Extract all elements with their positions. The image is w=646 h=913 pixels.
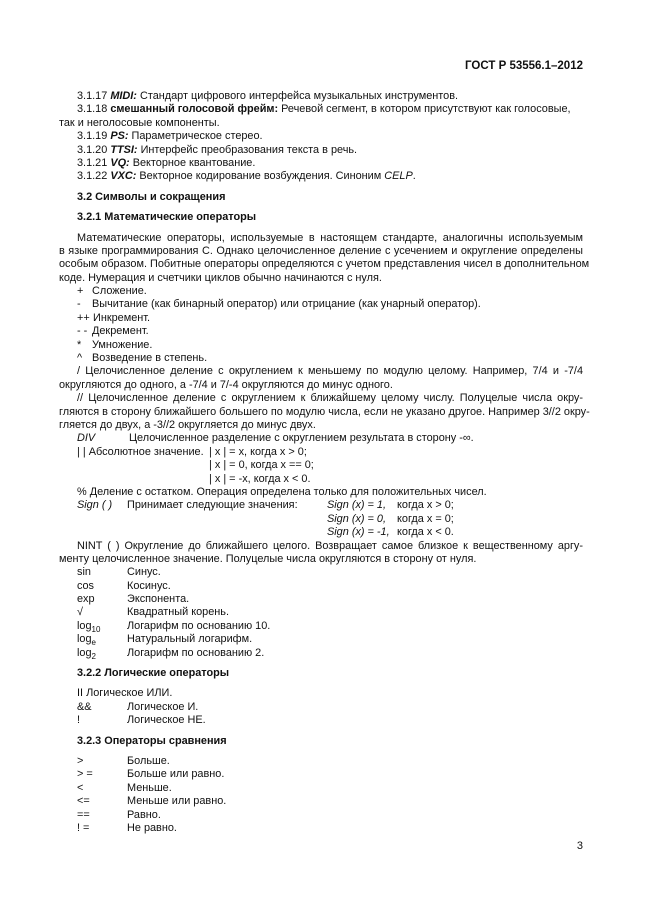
op-row: - Вычитание (как бинарный оператор) или отрицание (как унарный оператор). — [77, 298, 481, 311]
section-heading-3-2-1: 3.2.1 Математические операторы — [77, 211, 257, 224]
def-3-1-20: 3.1.20 TTSI: Интерфейс преобразования текста в речь. — [77, 143, 358, 156]
op-row: * Умножение. — [77, 338, 153, 351]
div-op-row: DIV Целочисленное разделение с округлением результата в сторону -∞. — [77, 432, 474, 445]
func-row: exp Экспонента. — [77, 593, 190, 606]
def-3-1-22: 3.1.22 VXC: Векторное кодирование возбуждения. Синоним CELP. — [77, 170, 416, 183]
section-heading-3-2-2: 3.2.2 Логические операторы — [77, 667, 230, 680]
func-row: cos Косинус. — [77, 579, 171, 592]
para-line: коде. Нумерация и счетчики циклов обычно начинаются с нуля. — [59, 271, 382, 284]
def-3-1-18-cont: так и неголосовые компоненты. — [59, 116, 220, 129]
sign-row: Sign (x) = 0, когда x = 0; — [327, 512, 454, 525]
sign-row: Sign (x) = -1, когда x < 0. — [327, 526, 454, 539]
div-line: гляется до двух, а -3//2 округляется до минус двух. — [59, 418, 316, 431]
func-row: $\log_{10}$ Логарифм по основанию 10. — [77, 619, 271, 634]
abs-row: | x | = -x, когда x < 0. — [209, 472, 311, 485]
page-header: ГОСТ Р 53556.1–2012 — [465, 60, 583, 72]
logic-not-row: ! Логическое НЕ. — [77, 714, 206, 727]
func-row: sin Синус. — [77, 566, 161, 579]
op-row: ++ Инкремент. — [77, 311, 151, 324]
content-column — [59, 90, 590, 835]
def-3-1-19: 3.1.19 PS: Параметрическое стерео. — [77, 130, 263, 143]
cmp-row: ! = Не равно. — [77, 821, 177, 834]
cmp-row: < Меньше. — [77, 781, 172, 794]
def-3-1-21: 3.1.21 VQ: Векторное квантование. — [77, 156, 256, 169]
para-line: особым образом. Побитные операторы определяются с учетом представления чисел в дополнительном — [59, 258, 590, 271]
nint-line: NINT ( ) Округление до ближайшего целого. Возвращает самое близкое к вещественному аргу- — [77, 539, 583, 552]
div-line: гляются в сторону ближайшего большего по модулю числа, если не указано другое. Например 3//2 окру- — [59, 405, 590, 418]
div-line: округляются до одного, а -7/4 и 7/-4 округляются до минус одного. — [59, 378, 393, 391]
nint-line: менту целочисленное значение. Полуцелые числа округляются в сторону от нуля. — [59, 552, 477, 565]
section-heading-3-2: 3.2 Символы и сокращения — [77, 190, 226, 203]
abs-row: | | Абсолютное значение. | x | = x, когда x > 0; — [77, 445, 307, 458]
cmp-row: <= Меньше или равно. — [77, 795, 227, 808]
mod-row: % Деление с остатком. Операция определена только для положительных чисел. — [77, 485, 487, 498]
op-row: ^ Возведение в степень. — [77, 352, 208, 365]
op-row: + Сложение. — [77, 285, 147, 298]
func-row: $\log_2$ Логарифм по основанию 2. — [77, 646, 265, 661]
logic-and-row: && Логическое И. — [77, 700, 199, 713]
cmp-row: == Равно. — [77, 808, 161, 821]
section-heading-3-2-3: 3.2.3 Операторы сравнения — [77, 734, 227, 747]
page-number: 3 — [576, 840, 583, 852]
cmp-row: > Больше. — [77, 754, 170, 767]
logic-or-row: II Логическое ИЛИ. — [77, 687, 173, 700]
para-line: Математические операторы, используемые в настоящем стандарте, аналогичны используемым — [77, 231, 583, 244]
div-line: / Целочисленное деление с округлением к меньшему по модулю целому. Например, 7/4 и -7/4 — [77, 365, 583, 378]
div-line: // Целочисленное деление с округлением к ближайшему целому числу. Полуцелые числа окру- — [77, 392, 583, 405]
op-row: - - Декремент. — [77, 325, 149, 338]
func-row: √ Квадратный корень. — [77, 606, 230, 619]
sign-row: Sign ( ) Принимает следующие значения: Sign (x) = 1, когда x > 0; — [77, 499, 454, 512]
func-row: $\log_e$ Натуральный логарифм. — [77, 633, 253, 648]
para-line: в языке программирования С. Однако целочисленное деление с усечением и округление определены — [59, 244, 583, 257]
cmp-row: > = Больше или равно. — [77, 768, 225, 781]
def-3-1-17: 3.1.17 MIDI: Стандарт цифрового интерфейса музыкальных инструментов. — [77, 90, 459, 102]
abs-row: | x | = 0, когда x == 0; — [209, 459, 314, 472]
def-3-1-18: 3.1.18 смешанный голосовой фрейм: Речевой сегмент, в котором присутствуют как голосовые, — [77, 103, 571, 116]
